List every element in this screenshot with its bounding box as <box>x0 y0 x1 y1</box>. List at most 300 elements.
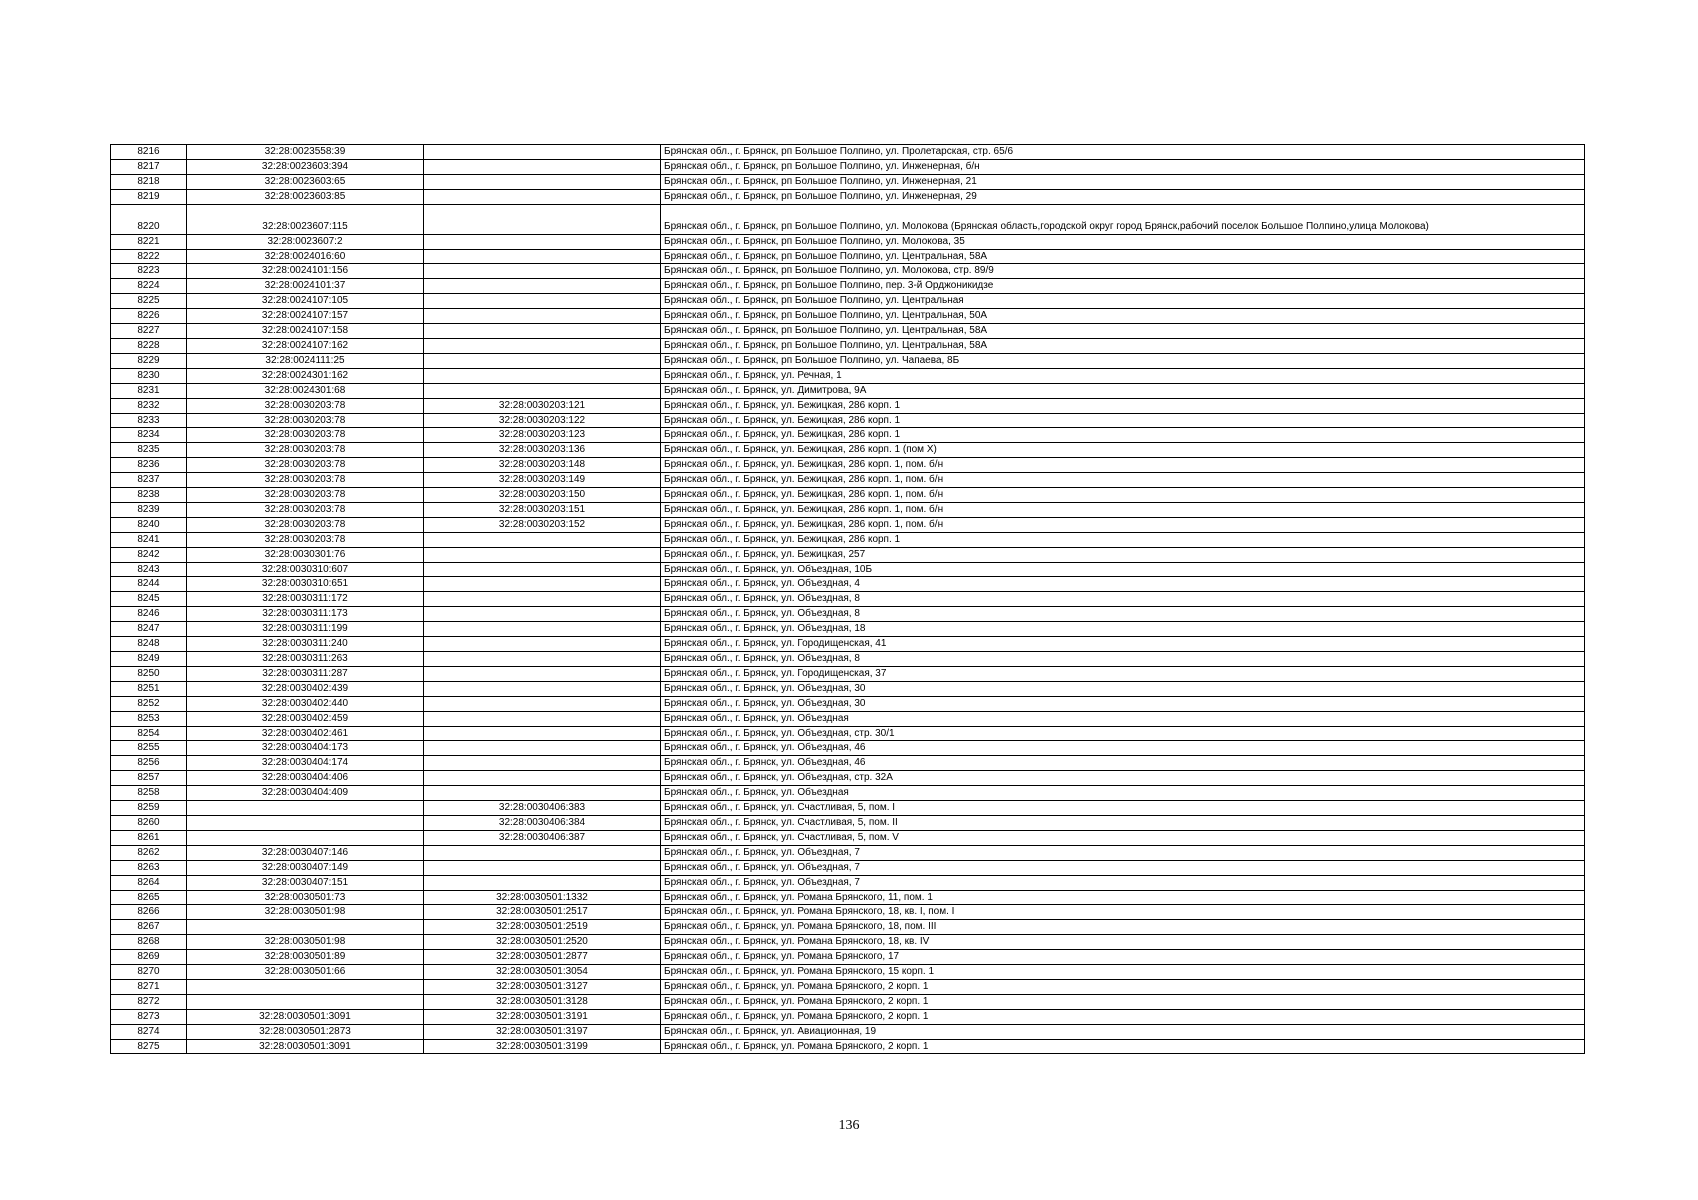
parcel-number-cell: 32:28:0030203:78 <box>187 532 424 547</box>
object-number-cell <box>424 279 661 294</box>
address-cell: Брянская обл., г. Брянск, ул. Объездная, 46 <box>661 756 1585 771</box>
parcel-number-cell: 32:28:0023603:65 <box>187 174 424 189</box>
row-number-cell: 8233 <box>111 413 187 428</box>
object-number-cell: 32:28:0030203:152 <box>424 517 661 532</box>
row-number-cell: 8234 <box>111 428 187 443</box>
register-table-body <box>111 145 1585 1054</box>
row-number-cell: 8274 <box>111 1024 187 1039</box>
address-cell: Брянская обл., г. Брянск, ул. Романа Брянского, 2 корп. 1 <box>661 1009 1585 1024</box>
object-number-cell <box>424 860 661 875</box>
table-row <box>111 920 1585 935</box>
parcel-number-cell: 32:28:0030404:409 <box>187 786 424 801</box>
address-cell: Брянская обл., г. Брянск, ул. Романа Брянского, 17 <box>661 950 1585 965</box>
table-row <box>111 264 1585 279</box>
parcel-number-cell: 32:28:0024301:162 <box>187 368 424 383</box>
address-cell: Брянская обл., г. Брянск, ул. Объездная, стр. 32А <box>661 771 1585 786</box>
row-number-cell: 8251 <box>111 681 187 696</box>
row-number-cell: 8256 <box>111 756 187 771</box>
table-row <box>111 502 1585 517</box>
parcel-number-cell: 32:28:0024111:25 <box>187 353 424 368</box>
table-row <box>111 815 1585 830</box>
parcel-number-cell: 32:28:0030501:3091 <box>187 1039 424 1054</box>
row-number-cell: 8217 <box>111 159 187 174</box>
table-row <box>111 666 1585 681</box>
parcel-number-cell: 32:28:0030407:151 <box>187 875 424 890</box>
table-row <box>111 547 1585 562</box>
address-cell: Брянская обл., г. Брянск, ул. Романа Брянского, 18, кв. I, пом. I <box>661 905 1585 920</box>
parcel-number-cell: 32:28:0030311:172 <box>187 592 424 607</box>
address-cell: Брянская обл., г. Брянск, ул. Романа Брянского, 11, пом. 1 <box>661 890 1585 905</box>
object-number-cell <box>424 726 661 741</box>
table-row <box>111 726 1585 741</box>
parcel-number-cell: 32:28:0024107:162 <box>187 338 424 353</box>
table-row <box>111 890 1585 905</box>
object-number-cell: 32:28:0030203:121 <box>424 398 661 413</box>
object-number-cell <box>424 532 661 547</box>
parcel-number-cell: 32:28:0023558:39 <box>187 145 424 160</box>
parcel-number-cell: 32:28:0030501:3091 <box>187 1009 424 1024</box>
object-number-cell: 32:28:0030501:3191 <box>424 1009 661 1024</box>
address-cell: Брянская обл., г. Брянск, ул. Романа Брянского, 18, пом. III <box>661 920 1585 935</box>
address-cell: Брянская обл., г. Брянск, ул. Бежицкая, 286 корп. 1 <box>661 413 1585 428</box>
table-row <box>111 786 1585 801</box>
table-row <box>111 174 1585 189</box>
row-number-cell: 8238 <box>111 488 187 503</box>
object-number-cell <box>424 845 661 860</box>
parcel-number-cell: 32:28:0023603:85 <box>187 189 424 204</box>
object-number-cell <box>424 741 661 756</box>
table-row <box>111 234 1585 249</box>
object-number-cell <box>424 294 661 309</box>
address-cell: Брянская обл., г. Брянск, ул. Речная, 1 <box>661 368 1585 383</box>
row-number-cell: 8259 <box>111 801 187 816</box>
address-cell: Брянская обл., г. Брянск, ул. Объездная, 7 <box>661 875 1585 890</box>
table-row <box>111 845 1585 860</box>
address-cell: Брянская обл., г. Брянск, рп Большое Полпино, ул. Инженерная, б/н <box>661 159 1585 174</box>
address-cell: Брянская обл., г. Брянск, рп Большое Полпино, ул. Чапаева, 8Б <box>661 353 1585 368</box>
address-cell: Брянская обл., г. Брянск, ул. Счастливая, 5, пом. V <box>661 830 1585 845</box>
object-number-cell <box>424 234 661 249</box>
address-cell: Брянская обл., г. Брянск, ул. Объездная <box>661 711 1585 726</box>
object-number-cell <box>424 577 661 592</box>
row-number-cell: 8241 <box>111 532 187 547</box>
row-number-cell: 8264 <box>111 875 187 890</box>
row-number-cell: 8224 <box>111 279 187 294</box>
object-number-cell <box>424 174 661 189</box>
parcel-number-cell: 32:28:0030402:459 <box>187 711 424 726</box>
table-row <box>111 309 1585 324</box>
row-number-cell: 8222 <box>111 249 187 264</box>
parcel-number-cell: 32:28:0030501:2873 <box>187 1024 424 1039</box>
row-number-cell: 8240 <box>111 517 187 532</box>
table-row <box>111 771 1585 786</box>
table-row <box>111 1024 1585 1039</box>
address-cell: Брянская обл., г. Брянск, ул. Бежицкая, 286 корп. 1 <box>661 532 1585 547</box>
parcel-number-cell: 32:28:0030407:146 <box>187 845 424 860</box>
address-cell: Брянская обл., г. Брянск, ул. Объездная, 8 <box>661 592 1585 607</box>
address-cell: Брянская обл., г. Брянск, ул. Объездная, 10Б <box>661 562 1585 577</box>
parcel-number-cell: 32:28:0030203:78 <box>187 517 424 532</box>
row-number-cell: 8270 <box>111 965 187 980</box>
address-cell: Брянская обл., г. Брянск, ул. Объездная, 8 <box>661 652 1585 667</box>
address-cell: Брянская обл., г. Брянск, рп Большое Полпино, ул. Молокова, стр. 89/9 <box>661 264 1585 279</box>
address-cell: Брянская обл., г. Брянск, ул. Бежицкая, 286 корп. 1, пом. б/н <box>661 458 1585 473</box>
row-number-cell: 8273 <box>111 1009 187 1024</box>
address-cell: Брянская обл., г. Брянск, ул. Бежицкая, 286 корп. 1, пом. б/н <box>661 502 1585 517</box>
register-table <box>110 144 1585 1054</box>
row-number-cell: 8252 <box>111 696 187 711</box>
table-row <box>111 249 1585 264</box>
parcel-number-cell: 32:28:0030501:73 <box>187 890 424 905</box>
parcel-number-cell: 32:28:0030404:406 <box>187 771 424 786</box>
table-row <box>111 979 1585 994</box>
address-cell: Брянская обл., г. Брянск, ул. Объездная, 18 <box>661 622 1585 637</box>
table-row <box>111 905 1585 920</box>
table-row <box>111 950 1585 965</box>
row-number-cell: 8261 <box>111 830 187 845</box>
parcel-number-cell: 32:28:0023607:2 <box>187 234 424 249</box>
table-row <box>111 607 1585 622</box>
object-number-cell <box>424 666 661 681</box>
table-row <box>111 398 1585 413</box>
parcel-number-cell: 32:28:0030311:263 <box>187 652 424 667</box>
row-number-cell: 8225 <box>111 294 187 309</box>
table-row <box>111 711 1585 726</box>
table-row <box>111 830 1585 845</box>
table-row <box>111 696 1585 711</box>
row-number-cell: 8272 <box>111 994 187 1009</box>
table-row <box>111 860 1585 875</box>
object-number-cell <box>424 637 661 652</box>
address-cell: Брянская обл., г. Брянск, ул. Бежицкая, 286 корп. 1, пом. б/н <box>661 488 1585 503</box>
parcel-number-cell: 32:28:0024016:60 <box>187 249 424 264</box>
row-number-cell: 8220 <box>111 204 187 234</box>
object-number-cell: 32:28:0030203:148 <box>424 458 661 473</box>
address-cell: Брянская обл., г. Брянск, рп Большое Полпино, ул. Центральная, 50А <box>661 309 1585 324</box>
parcel-number-cell <box>187 979 424 994</box>
object-number-cell <box>424 652 661 667</box>
table-row <box>111 562 1585 577</box>
object-number-cell <box>424 681 661 696</box>
row-number-cell: 8239 <box>111 502 187 517</box>
object-number-cell <box>424 204 661 234</box>
address-cell: Брянская обл., г. Брянск, ул. Объездная, 7 <box>661 860 1585 875</box>
parcel-number-cell: 32:28:0023603:394 <box>187 159 424 174</box>
page-number: 136 <box>838 1118 860 1133</box>
object-number-cell <box>424 159 661 174</box>
address-cell: Брянская обл., г. Брянск, ул. Бежицкая, 286 корп. 1 <box>661 398 1585 413</box>
parcel-number-cell: 32:28:0030501:98 <box>187 905 424 920</box>
object-number-cell: 32:28:0030406:383 <box>424 801 661 816</box>
table-row <box>111 443 1585 458</box>
table-row <box>111 204 1585 234</box>
address-cell: Брянская обл., г. Брянск, ул. Романа Брянского, 18, кв. IV <box>661 935 1585 950</box>
row-number-cell: 8262 <box>111 845 187 860</box>
address-cell: Брянская обл., г. Брянск, ул. Авиационная, 19 <box>661 1024 1585 1039</box>
row-number-cell: 8228 <box>111 338 187 353</box>
row-number-cell: 8258 <box>111 786 187 801</box>
address-cell: Брянская обл., г. Брянск, рп Большое Полпино, ул. Инженерная, 29 <box>661 189 1585 204</box>
table-row <box>111 517 1585 532</box>
row-number-cell: 8221 <box>111 234 187 249</box>
address-cell: Брянская обл., г. Брянск, рп Большое Полпино, ул. Пролетарская, стр. 65/6 <box>661 145 1585 160</box>
object-number-cell: 32:28:0030203:149 <box>424 473 661 488</box>
table-row <box>111 428 1585 443</box>
parcel-number-cell: 32:28:0030203:78 <box>187 488 424 503</box>
object-number-cell <box>424 264 661 279</box>
object-number-cell: 32:28:0030203:150 <box>424 488 661 503</box>
address-cell: Брянская обл., г. Брянск, рп Большое Полпино, ул. Центральная <box>661 294 1585 309</box>
object-number-cell <box>424 324 661 339</box>
table-row <box>111 532 1585 547</box>
table-row <box>111 637 1585 652</box>
row-number-cell: 8235 <box>111 443 187 458</box>
row-number-cell: 8265 <box>111 890 187 905</box>
parcel-number-cell: 32:28:0030203:78 <box>187 502 424 517</box>
row-number-cell: 8269 <box>111 950 187 965</box>
parcel-number-cell: 32:28:0030501:98 <box>187 935 424 950</box>
table-row <box>111 279 1585 294</box>
address-cell: Брянская обл., г. Брянск, ул. Счастливая, 5, пом. I <box>661 801 1585 816</box>
row-number-cell: 8236 <box>111 458 187 473</box>
row-number-cell: 8257 <box>111 771 187 786</box>
address-cell: Брянская обл., г. Брянск, ул. Романа Брянского, 2 корп. 1 <box>661 979 1585 994</box>
object-number-cell <box>424 771 661 786</box>
table-row <box>111 592 1585 607</box>
address-cell: Брянская обл., г. Брянск, рп Большое Полпино, ул. Центральная, 58А <box>661 249 1585 264</box>
row-number-cell: 8271 <box>111 979 187 994</box>
parcel-number-cell: 32:28:0024107:158 <box>187 324 424 339</box>
address-cell: Брянская обл., г. Брянск, ул. Объездная, 46 <box>661 741 1585 756</box>
object-number-cell <box>424 309 661 324</box>
object-number-cell <box>424 875 661 890</box>
row-number-cell: 8246 <box>111 607 187 622</box>
parcel-number-cell: 32:28:0030203:78 <box>187 398 424 413</box>
row-number-cell: 8230 <box>111 368 187 383</box>
table-row <box>111 935 1585 950</box>
parcel-number-cell: 32:28:0030311:173 <box>187 607 424 622</box>
parcel-number-cell: 32:28:0030501:66 <box>187 965 424 980</box>
row-number-cell: 8219 <box>111 189 187 204</box>
address-cell: Брянская обл., г. Брянск, ул. Димитрова, 9А <box>661 383 1585 398</box>
table-row <box>111 324 1585 339</box>
table-row <box>111 681 1585 696</box>
object-number-cell <box>424 189 661 204</box>
row-number-cell: 8229 <box>111 353 187 368</box>
object-number-cell <box>424 547 661 562</box>
table-row <box>111 413 1585 428</box>
row-number-cell: 8255 <box>111 741 187 756</box>
row-number-cell: 8254 <box>111 726 187 741</box>
address-cell: Брянская обл., г. Брянск, рп Большое Полпино, ул. Молокова (Брянская область,городской округ город Брянск,рабочий поселок Большое Полпино,улица Молокова) <box>661 204 1585 234</box>
row-number-cell: 8275 <box>111 1039 187 1054</box>
object-number-cell: 32:28:0030501:3199 <box>424 1039 661 1054</box>
address-cell: Брянская обл., г. Брянск, рп Большое Полпино, ул. Центральная, 58А <box>661 324 1585 339</box>
row-number-cell: 8244 <box>111 577 187 592</box>
table-row <box>111 473 1585 488</box>
table-row <box>111 458 1585 473</box>
parcel-number-cell <box>187 830 424 845</box>
address-cell: Брянская обл., г. Брянск, рп Большое Полпино, ул. Инженерная, 21 <box>661 174 1585 189</box>
parcel-number-cell: 32:28:0030310:607 <box>187 562 424 577</box>
object-number-cell: 32:28:0030501:2517 <box>424 905 661 920</box>
object-number-cell: 32:28:0030203:136 <box>424 443 661 458</box>
object-number-cell <box>424 756 661 771</box>
object-number-cell: 32:28:0030501:2520 <box>424 935 661 950</box>
parcel-number-cell: 32:28:0030311:240 <box>187 637 424 652</box>
row-number-cell: 8237 <box>111 473 187 488</box>
row-number-cell: 8232 <box>111 398 187 413</box>
row-number-cell: 8268 <box>111 935 187 950</box>
object-number-cell <box>424 607 661 622</box>
address-cell: Брянская обл., г. Брянск, ул. Объездная, 30 <box>661 681 1585 696</box>
table-row <box>111 652 1585 667</box>
table-row <box>111 1039 1585 1054</box>
address-cell: Брянская обл., г. Брянск, ул. Романа Брянского, 2 корп. 1 <box>661 1039 1585 1054</box>
parcel-number-cell <box>187 994 424 1009</box>
address-cell: Брянская обл., г. Брянск, ул. Объездная, 7 <box>661 845 1585 860</box>
parcel-number-cell: 32:28:0024107:157 <box>187 309 424 324</box>
row-number-cell: 8231 <box>111 383 187 398</box>
parcel-number-cell: 32:28:0030311:287 <box>187 666 424 681</box>
address-cell: Брянская обл., г. Брянск, ул. Романа Брянского, 2 корп. 1 <box>661 994 1585 1009</box>
object-number-cell: 32:28:0030501:3128 <box>424 994 661 1009</box>
object-number-cell: 32:28:0030501:3054 <box>424 965 661 980</box>
row-number-cell: 8216 <box>111 145 187 160</box>
table-row <box>111 801 1585 816</box>
object-number-cell <box>424 592 661 607</box>
table-row <box>111 875 1585 890</box>
row-number-cell: 8248 <box>111 637 187 652</box>
object-number-cell: 32:28:0030203:151 <box>424 502 661 517</box>
address-cell: Брянская обл., г. Брянск, ул. Городищенская, 41 <box>661 637 1585 652</box>
object-number-cell <box>424 622 661 637</box>
row-number-cell: 8247 <box>111 622 187 637</box>
object-number-cell <box>424 786 661 801</box>
address-cell: Брянская обл., г. Брянск, рп Большое Полпино, ул. Центральная, 58А <box>661 338 1585 353</box>
address-cell: Брянская обл., г. Брянск, рп Большое Полпино, ул. Молокова, 35 <box>661 234 1585 249</box>
parcel-number-cell: 32:28:0030404:173 <box>187 741 424 756</box>
parcel-number-cell: 32:28:0030203:78 <box>187 458 424 473</box>
table-row <box>111 994 1585 1009</box>
table-row <box>111 577 1585 592</box>
table-row <box>111 741 1585 756</box>
address-cell: Брянская обл., г. Брянск, ул. Счастливая, 5, пом. II <box>661 815 1585 830</box>
table-row <box>111 756 1585 771</box>
address-cell: Брянская обл., г. Брянск, рп Большое Полпино, пер. 3-й Орджоникидзе <box>661 279 1585 294</box>
object-number-cell: 32:28:0030406:384 <box>424 815 661 830</box>
parcel-number-cell: 32:28:0030203:78 <box>187 428 424 443</box>
object-number-cell <box>424 711 661 726</box>
table-row <box>111 145 1585 160</box>
object-number-cell: 32:28:0030501:1332 <box>424 890 661 905</box>
parcel-number-cell: 32:28:0030203:78 <box>187 413 424 428</box>
parcel-number-cell: 32:28:0030301:76 <box>187 547 424 562</box>
row-number-cell: 8226 <box>111 309 187 324</box>
table-row <box>111 622 1585 637</box>
row-number-cell: 8266 <box>111 905 187 920</box>
address-cell: Брянская обл., г. Брянск, ул. Бежицкая, 286 корп. 1, пом. б/н <box>661 517 1585 532</box>
object-number-cell <box>424 249 661 264</box>
parcel-number-cell: 32:28:0030402:461 <box>187 726 424 741</box>
address-cell: Брянская обл., г. Брянск, ул. Объездная, 30 <box>661 696 1585 711</box>
parcel-number-cell: 32:28:0024101:37 <box>187 279 424 294</box>
address-cell: Брянская обл., г. Брянск, ул. Объездная, 4 <box>661 577 1585 592</box>
object-number-cell <box>424 383 661 398</box>
table-row <box>111 383 1585 398</box>
object-number-cell: 32:28:0030501:3127 <box>424 979 661 994</box>
object-number-cell: 32:28:0030501:2519 <box>424 920 661 935</box>
parcel-number-cell: 32:28:0030311:199 <box>187 622 424 637</box>
parcel-number-cell: 32:28:0030407:149 <box>187 860 424 875</box>
address-cell: Брянская обл., г. Брянск, ул. Бежицкая, 286 корп. 1 (пом Х) <box>661 443 1585 458</box>
parcel-number-cell: 32:28:0024101:156 <box>187 264 424 279</box>
table-row <box>111 965 1585 980</box>
address-cell: Брянская обл., г. Брянск, ул. Бежицкая, 257 <box>661 547 1585 562</box>
parcel-number-cell: 32:28:0030404:174 <box>187 756 424 771</box>
parcel-number-cell: 32:28:0023607:115 <box>187 204 424 234</box>
parcel-number-cell <box>187 801 424 816</box>
row-number-cell: 8267 <box>111 920 187 935</box>
object-number-cell <box>424 368 661 383</box>
parcel-number-cell: 32:28:0030203:78 <box>187 473 424 488</box>
object-number-cell <box>424 338 661 353</box>
object-number-cell <box>424 696 661 711</box>
object-number-cell: 32:28:0030501:2877 <box>424 950 661 965</box>
parcel-number-cell <box>187 815 424 830</box>
row-number-cell: 8263 <box>111 860 187 875</box>
row-number-cell: 8245 <box>111 592 187 607</box>
address-cell: Брянская обл., г. Брянск, ул. Объездная <box>661 786 1585 801</box>
address-cell: Брянская обл., г. Брянск, ул. Романа Брянского, 15 корп. 1 <box>661 965 1585 980</box>
row-number-cell: 8218 <box>111 174 187 189</box>
parcel-number-cell: 32:28:0024107:105 <box>187 294 424 309</box>
object-number-cell: 32:28:0030501:3197 <box>424 1024 661 1039</box>
row-number-cell: 8243 <box>111 562 187 577</box>
object-number-cell <box>424 145 661 160</box>
parcel-number-cell: 32:28:0030501:89 <box>187 950 424 965</box>
table-row <box>111 189 1585 204</box>
object-number-cell: 32:28:0030203:122 <box>424 413 661 428</box>
table-row <box>111 368 1585 383</box>
address-cell: Брянская обл., г. Брянск, ул. Городищенская, 37 <box>661 666 1585 681</box>
object-number-cell: 32:28:0030406:387 <box>424 830 661 845</box>
table-row <box>111 1009 1585 1024</box>
table-row <box>111 338 1585 353</box>
row-number-cell: 8249 <box>111 652 187 667</box>
row-number-cell: 8250 <box>111 666 187 681</box>
parcel-number-cell: 32:28:0030402:439 <box>187 681 424 696</box>
row-number-cell: 8227 <box>111 324 187 339</box>
row-number-cell: 8223 <box>111 264 187 279</box>
parcel-number-cell: 32:28:0024301:68 <box>187 383 424 398</box>
row-number-cell: 8253 <box>111 711 187 726</box>
parcel-number-cell: 32:28:0030310:651 <box>187 577 424 592</box>
object-number-cell <box>424 353 661 368</box>
address-cell: Брянская обл., г. Брянск, ул. Бежицкая, 286 корп. 1 <box>661 428 1585 443</box>
parcel-number-cell: 32:28:0030402:440 <box>187 696 424 711</box>
address-cell: Брянская обл., г. Брянск, ул. Бежицкая, 286 корп. 1, пом. б/н <box>661 473 1585 488</box>
row-number-cell: 8260 <box>111 815 187 830</box>
address-cell: Брянская обл., г. Брянск, ул. Объездная, стр. 30/1 <box>661 726 1585 741</box>
object-number-cell: 32:28:0030203:123 <box>424 428 661 443</box>
address-cell: Брянская обл., г. Брянск, ул. Объездная, 8 <box>661 607 1585 622</box>
parcel-number-cell: 32:28:0030203:78 <box>187 443 424 458</box>
parcel-number-cell <box>187 920 424 935</box>
row-number-cell: 8242 <box>111 547 187 562</box>
object-number-cell <box>424 562 661 577</box>
table-row <box>111 488 1585 503</box>
